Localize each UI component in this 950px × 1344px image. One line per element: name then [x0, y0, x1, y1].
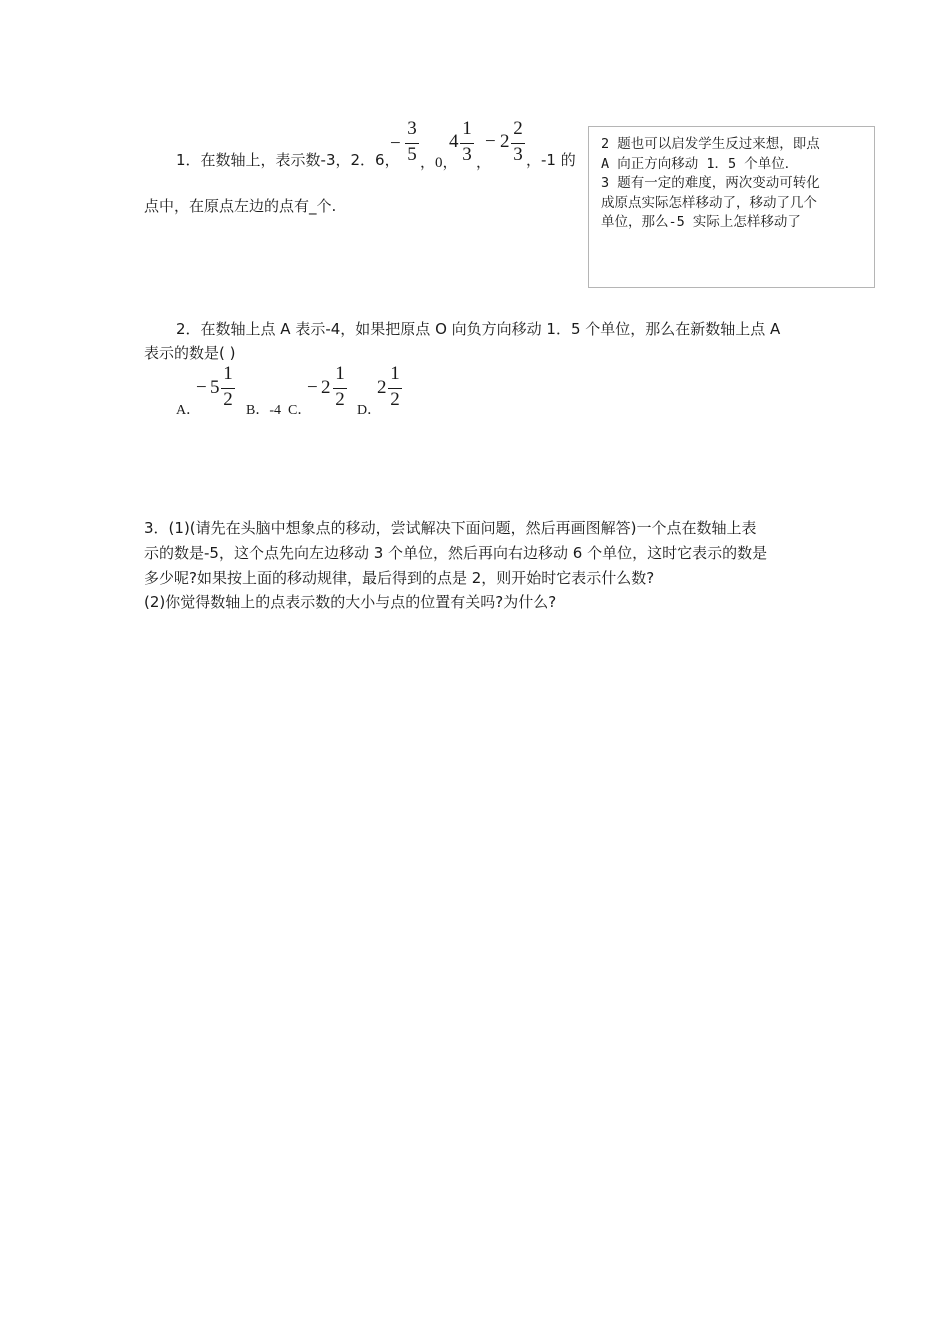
q1-suffix: ，-1 的	[526, 151, 576, 169]
q2-option-d-label: D．	[357, 403, 382, 418]
note-line-5: 单位，那么-5 实际上怎样移动了	[601, 214, 801, 230]
q1-frac3-den: 3	[513, 144, 523, 165]
q1-line-2: 点中，在原点左边的点有_个.	[144, 197, 337, 215]
teacher-note-box	[588, 126, 875, 288]
q3-line-4: (2)你觉得数轴上的点表示数的大小与点的位置有关吗?为什么?	[144, 593, 557, 611]
q1-frac1-den: 5	[407, 144, 417, 165]
q1-frac2-whole: 4	[449, 131, 459, 152]
q1-frac2-num: 1	[462, 118, 472, 139]
q2-optC-num: 1	[335, 363, 345, 384]
q1-prefix: 1．在数轴上，表示数-3，2．6，	[176, 151, 400, 169]
q1-sep2: ，	[476, 155, 492, 171]
note-line-1: 2 题也可以启发学生反过来想，即点	[601, 136, 820, 152]
q1-frac3-whole: 2	[500, 131, 510, 152]
q2-option-b: B．-4	[246, 403, 281, 418]
q2-line-2: 表示的数是( )	[144, 344, 236, 362]
q2-option-a-label: A．	[176, 403, 201, 418]
q2-optA-num: 1	[223, 363, 233, 384]
q3-line-2: 示的数是-5，这个点先向左边移动 3 个单位，然后再向右边移动 6 个单位，这时它表示的数是	[144, 544, 768, 562]
q2-optC-sign: −	[307, 377, 318, 398]
q3-line-3: 多少呢?如果按上面的移动规律，最后得到的点是 2，则开始时它表示什么数?	[144, 569, 655, 587]
q1-frac3-num: 2	[513, 118, 523, 139]
q1-frac3-sign: −	[485, 131, 496, 152]
q2-optC-whole: 2	[321, 377, 331, 398]
q2-optD-whole: 2	[377, 377, 387, 398]
q1-sep1: ，0，	[420, 155, 458, 171]
q1-frac1-sign: −	[390, 133, 401, 154]
q2-optD-den: 2	[390, 389, 400, 410]
q2-optA-den: 2	[223, 389, 233, 410]
q2-optD-num: 1	[390, 363, 400, 384]
q2-optC-den: 2	[335, 389, 345, 410]
q1-frac1-num: 3	[407, 118, 417, 139]
q2-optA-whole: 5	[210, 377, 220, 398]
note-line-3: 3 题有一定的难度，两次变动可转化	[601, 175, 820, 191]
q2-optA-sign: −	[196, 377, 207, 398]
note-line-2: A 向正方向移动 1．5 个单位．	[601, 155, 799, 172]
q1-frac2-den: 3	[462, 144, 472, 165]
note-line-4: 成原点实际怎样移动了，移动了几个	[601, 194, 817, 211]
q2-line-1: 2．在数轴上点 A 表示-4，如果把原点 O 向负方向移动 1．5 个单位，那么在新数轴上点 A	[176, 320, 781, 338]
q3-line-1: 3．(1)(请先在头脑中想象点的移动，尝试解决下面问题，然后再画图解答)一个点在数轴上表	[144, 519, 757, 537]
q2-option-c-label: C．	[288, 403, 312, 418]
